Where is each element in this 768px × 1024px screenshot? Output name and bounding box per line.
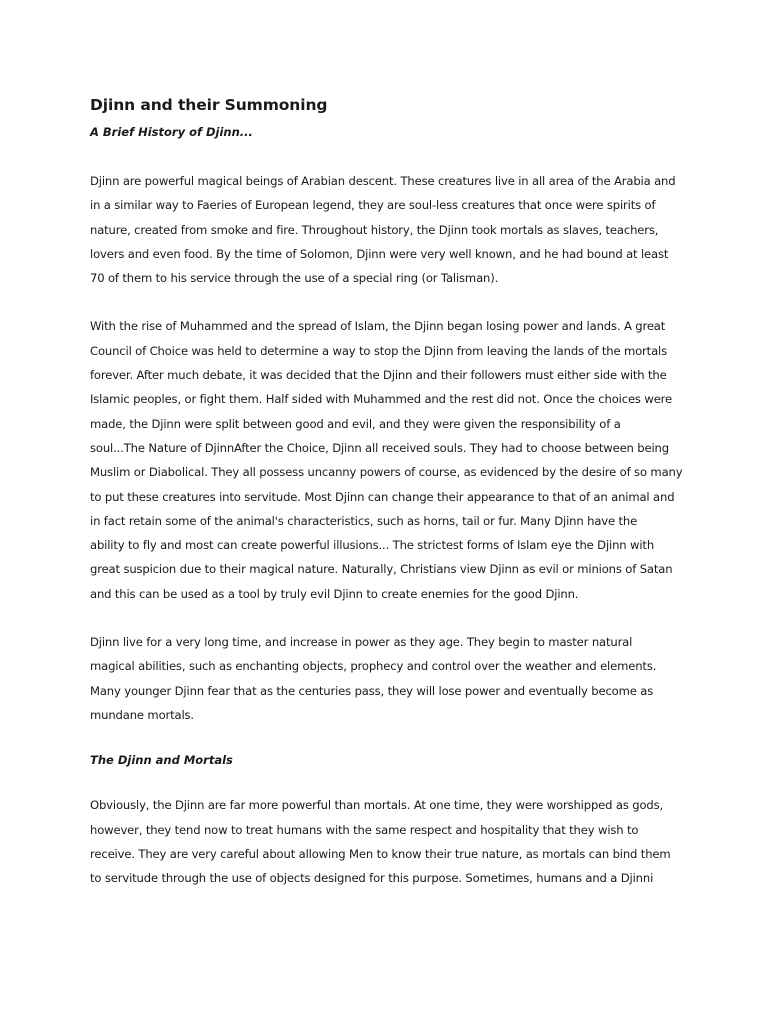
text-line: receive. They are very careful about allowing Men to know their true nature, as mortals can bind them [90,846,671,861]
document-page [90,92,690,890]
text-line: to put these creatures into servitude. Most Djinn can change their appearance to that of an animal and [90,489,675,504]
paragraph-intro [90,169,690,290]
text-line: Obviously, the Djinn are far more powerful than mortals. At one time, they were worshipped as gods, [90,798,664,813]
text-line: 70 of them to his service through the use of a special ring (or Talisman). [90,271,499,286]
text-line: soul...The Nature of DjinnAfter the Choice, Djinn all received souls. They had to choose between being [90,440,669,455]
text-line: Council of Choice was held to determine a way to stop the Djinn from leaving the lands of the mortals [90,343,667,358]
text-line: Muslim or Diabolical. They all possess uncanny powers of course, as evidenced by the desire of so many [90,465,683,480]
text-line: magical abilities, such as enchanting objects, prophecy and control over the weather and elements. [90,659,657,674]
text-line: mundane mortals. [90,707,194,722]
text-line: in fact retain some of the animal's characteristics, such as horns, tail or fur. Many Djinn have the [90,513,638,528]
document-subtitle: A Brief History of Djinn... [90,125,253,139]
text-line: Islamic peoples, or fight them. Half sided with Muhammed and the rest did not. Once the choices were [90,392,673,407]
text-line: however, they tend now to treat humans with the same respect and hospitality that they wish to [90,822,639,837]
text-line: forever. After much debate, it was decided that the Djinn and their followers must either side with the [90,368,667,383]
paragraph-mortals [90,793,690,890]
text-line: With the rise of Muhammed and the spread of Islam, the Djinn began losing power and lands. A great [90,319,666,334]
text-line: Djinn are powerful magical beings of Arabian descent. These creatures live in all area of the Arabia and [90,174,676,188]
paragraph-longevity [90,630,690,727]
text-line: ability to fly and most can create powerful illusions... The strictest forms of Islam eye the Djinn with [90,538,655,553]
text-line: made, the Djinn were split between good and evil, and they were given the responsibility of a [90,416,621,431]
text-line: great suspicion due to their magical nature. Naturally, Christians view Djinn as evil or minions of Satan [90,562,673,577]
section-heading: The Djinn and Mortals [90,753,233,768]
text-line: to servitude through the use of objects designed for this purpose. Sometimes, humans and a Djinni [90,871,654,886]
text-line: and this can be used as a tool by truly evil Djinn to create enemies for the good Djinn. [90,586,579,601]
document-title: Djinn and their Summoning [90,96,328,114]
text-line: Djinn live for a very long time, and increase in power as they age. They begin to master natural [90,635,633,650]
text-line: nature, created from smoke and fire. Throughout history, the Djinn took mortals as slaves, teachers, [90,222,659,237]
text-line: in a similar way to Faeries of European legend, they are soul-less creatures that once were spirits of [90,198,656,213]
text-line: lovers and even food. By the time of Solomon, Djinn were very well known, and he had bound at least [90,246,669,261]
paragraph-history [90,314,690,606]
text-line: Many younger Djinn fear that as the centuries pass, they will lose power and eventually become as [90,683,654,698]
